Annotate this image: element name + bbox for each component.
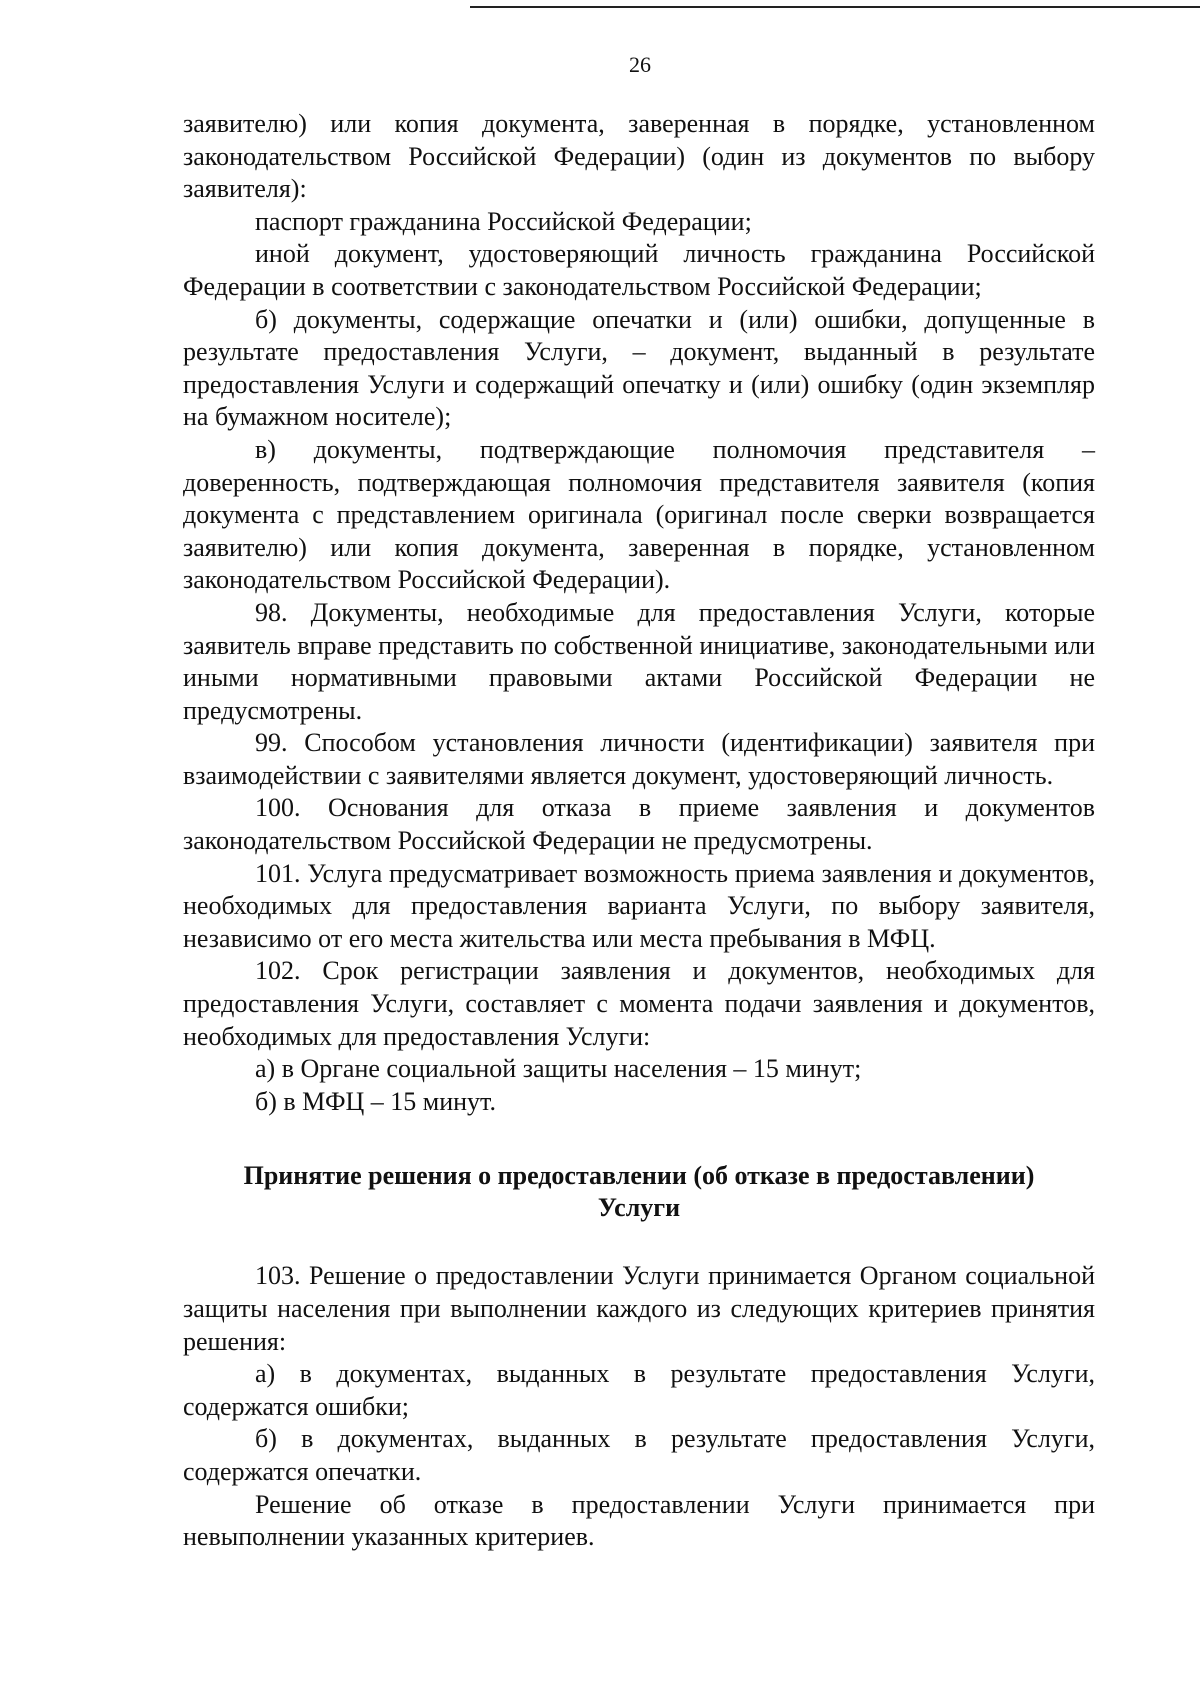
top-rule — [470, 6, 1200, 8]
paragraph-103-b: б) в документах, выданных в результате предоставления Услуги, содержатся опечатки. — [183, 1424, 1095, 1486]
section-heading-line2: Услуги — [597, 1193, 681, 1223]
paragraph-continuation: заявителю) или копия документа, заверенная в порядке, установленном законодательством Российской Федерации) (один из документов по выбору заявителя): — [183, 109, 1095, 204]
paragraph-103-a: а) в документах, выданных в результате предоставления Услуги, содержатся ошибки; — [183, 1359, 1095, 1421]
paragraph-passport: паспорт гражданина Российской Федерации; — [255, 206, 752, 236]
paragraph-99: 99. Способом установления личности (идентификации) заявителя при взаимодействии с заявителями является документ, удостоверяющий личность. — [183, 728, 1095, 790]
paragraph-98: 98. Документы, необходимые для предоставления Услуги, которые заявитель вправе представить по собственной инициативе, законодательными или иными нормативными правовыми актами Российской Федерации не предусмотрены. — [183, 597, 1095, 725]
paragraph-refusal: Решение об отказе в предоставлении Услуги принимается при невыполнении указанных критериев. — [183, 1489, 1095, 1552]
page-number: 26 — [629, 52, 651, 77]
paragraph-item-v-authority: в) документы, подтверждающие полномочия представителя – доверенность, подтверждающая полномочия представителя заявителя (копия документа с представлением оригинала (оригинал после сверки возвращается заявителю) или копия документа, заверенная в порядке, установленном законодательством Российской Федерации). — [183, 434, 1095, 595]
paragraph-item-b-errors: б) документы, содержащие опечатки и (или) ошибки, допущенные в результате предоставления Услуги, – документ, выданный в результате предоставления Услуги и содержащий опечатку и (или) ошибку (один экземпляр на бумажном носителе); — [183, 304, 1095, 432]
section-heading — [183, 1160, 1095, 1224]
paragraph-102-a: а) в Органе социальной защиты населения – 15 минут; — [255, 1054, 862, 1084]
section-heading-line1: Принятие решения о предоставлении (об отказе в предоставлении) — [243, 1161, 1035, 1191]
paragraph-101: 101. Услуга предусматривает возможность приема заявления и документов, необходимых для предоставления варианта Услуги, по выбору заявителя, независимо от его места жительства или места пребывания в МФЦ. — [183, 858, 1095, 953]
paragraph-102: 102. Срок регистрации заявления и документов, необходимых для предоставления Услуги, составляет с момента подачи заявления и документов, необходимых для предоставления Услуги: — [183, 956, 1095, 1051]
paragraph-102-b: б) в МФЦ – 15 минут. — [255, 1086, 496, 1116]
paragraph-other-id: иной документ, удостоверяющий личность гражданина Российской Федерации в соответствии с законодательством Российской Федерации; — [183, 239, 1095, 301]
paragraph-103: 103. Решение о предоставлении Услуги принимается Органом социальной защиты населения при выполнении каждого из следующих критериев принятия решения: — [183, 1261, 1095, 1356]
paragraph-100: 100. Основания для отказа в приеме заявления и документов законодательством Российской Федерации не предусмотрены. — [183, 793, 1095, 856]
document-body — [183, 108, 1095, 1554]
